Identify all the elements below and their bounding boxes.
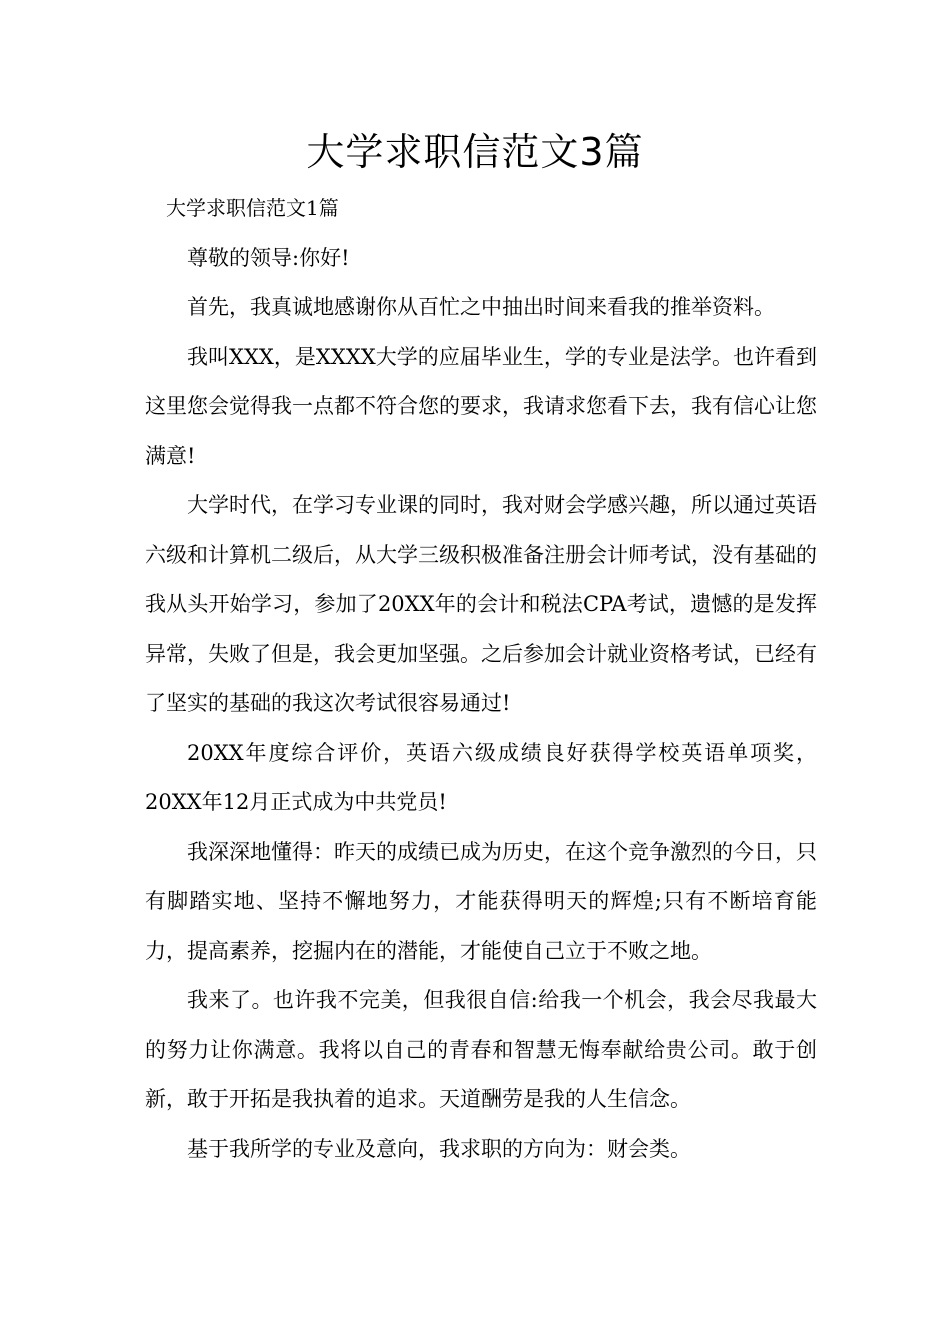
- paragraph-introduction: 我叫XXX，是XXXX大学的应届毕业生，学的专业是法学。也许看到这里您会觉得我一点都不符合您的要求，我请求您看下去，我有信心让您满意!: [145, 344, 817, 468]
- document-title: 大学求职信范文3篇: [306, 130, 644, 174]
- paragraph-university-study: 大学时代，在学习专业课的同时，我对财会学感兴趣，所以通过英语六级和计算机二级后，从大学三级积极准备注册会计师考试，没有基础的我从头开始学习，参加了20XX年的会计和税法CPA考试，遗憾的是发挥异常，失败了但是，我会更加坚强。之后参加会计就业资格考试，已经有了坚实的基础的我这次考试很容易通过!: [145, 493, 817, 715]
- paragraph-understanding: 我深深地懂得：昨天的成绩已成为历史，在这个竞争激烈的今日，只有脚踏实地、坚持不懈地努力，才能获得明天的辉煌;只有不断培育能力，提高素养，挖掘内在的潜能，才能使自己立于不败之地。: [145, 839, 817, 963]
- letter-heading: 大学求职信范文1篇: [166, 196, 339, 220]
- paragraph-thanks: 首先，我真诚地感谢你从百忙之中抽出时间来看我的推举资料。: [187, 295, 775, 319]
- paragraph-confidence: 我来了。也许我不完美，但我很自信:给我一个机会，我会尽我最大的努力让你满意。我将以自己的青春和智慧无悔奉献给贵公司。敢于创新，敢于开拓是我执着的追求。天道酬劳是我的人生信念。: [145, 988, 817, 1111]
- paragraph-greeting: 尊敬的领导:你好!: [187, 245, 350, 270]
- paragraph-achievements: 20XX年度综合评价，英语六级成绩良好获得学校英语单项奖，20XX年12月正式成为中共党员!: [145, 740, 817, 814]
- paragraph-job-direction: 基于我所学的专业及意向，我求职的方向为：财会类。: [187, 1136, 691, 1161]
- document-body: [145, 184, 817, 1174]
